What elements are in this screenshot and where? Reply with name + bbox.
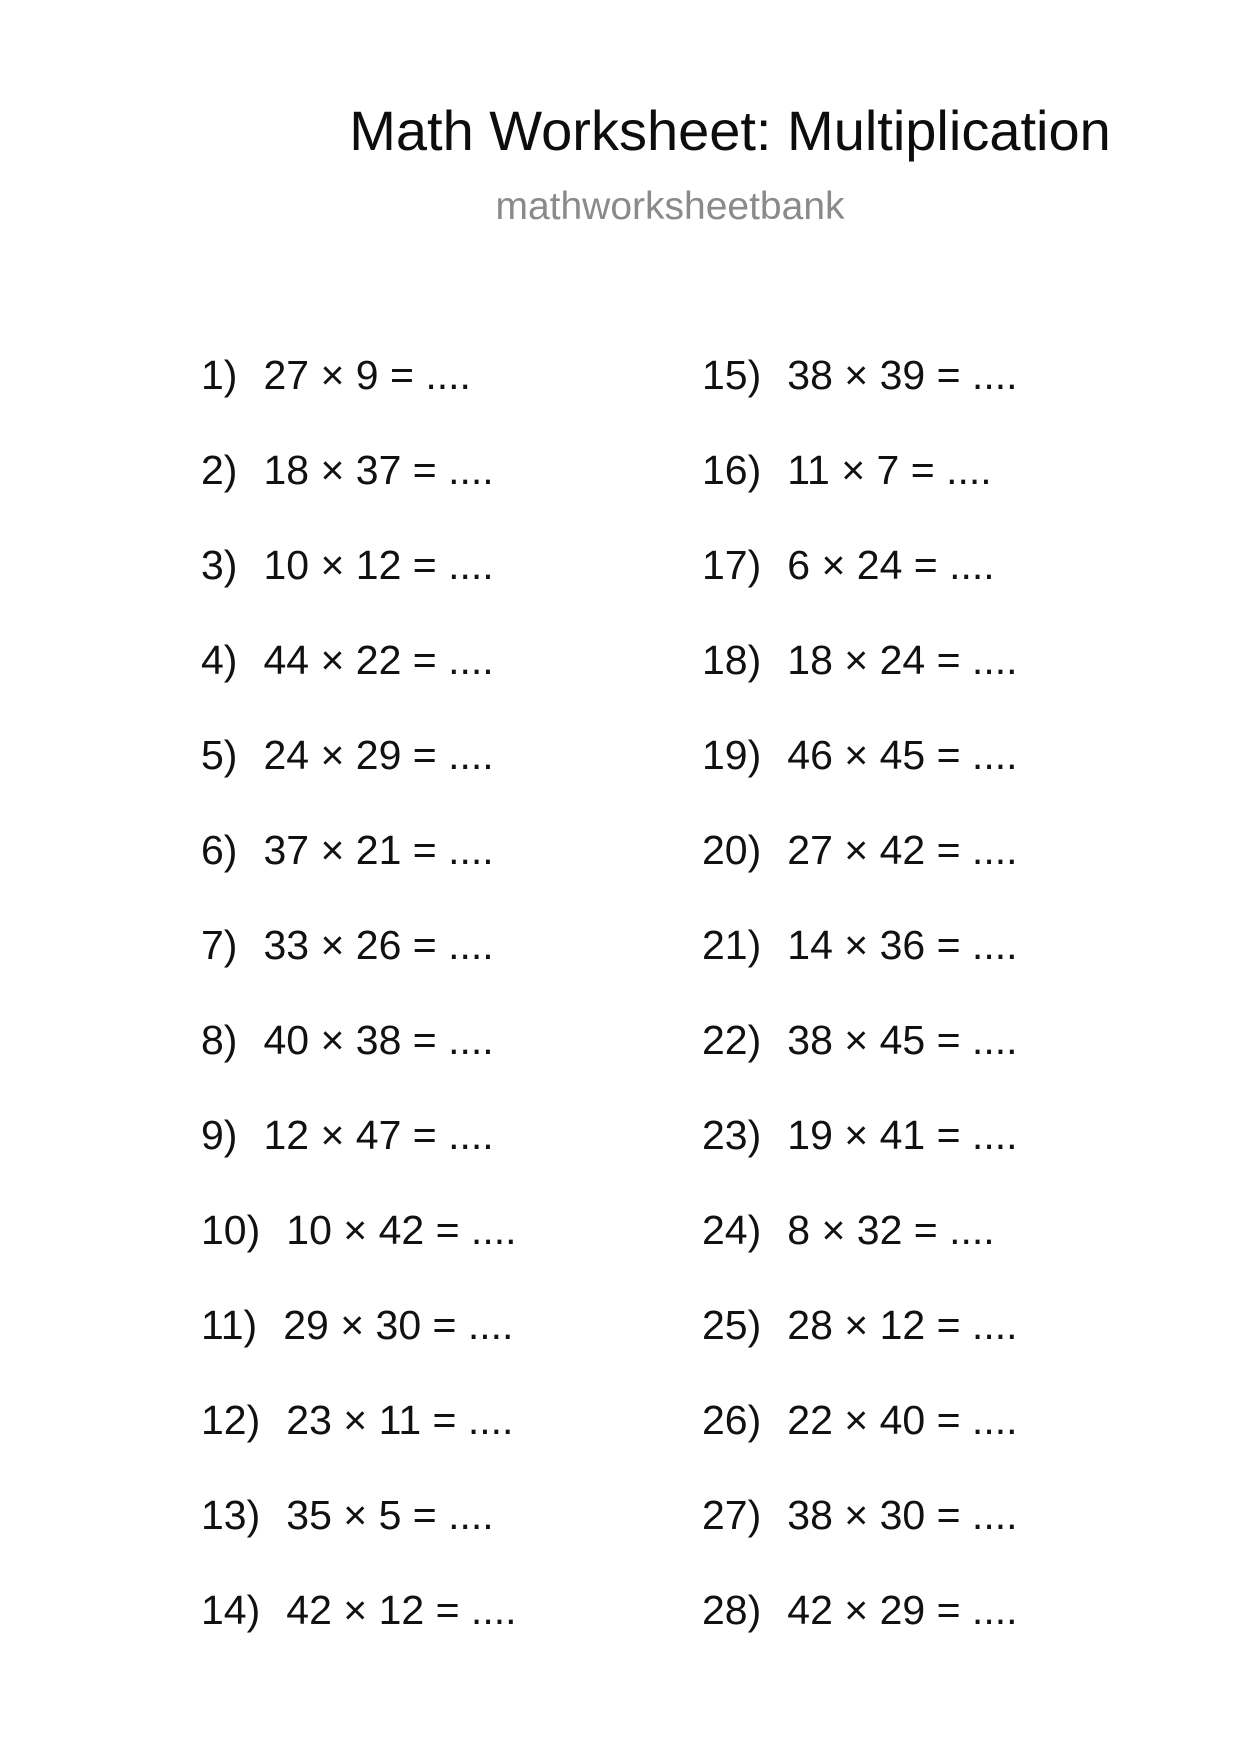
problem-expression: 10 × 12 = ....	[263, 542, 494, 588]
problem-item	[201, 1490, 681, 1585]
problem-expression: 28 × 12 = ....	[787, 1302, 1018, 1348]
problem-item	[702, 1395, 1182, 1490]
problem-item	[201, 350, 681, 445]
problem-item	[702, 920, 1182, 1015]
problem-expression: 27 × 42 = ....	[787, 827, 1018, 873]
problem-item	[201, 1110, 681, 1205]
problem-item	[702, 1110, 1182, 1205]
problem-item	[702, 825, 1182, 920]
problem-number: 6)	[201, 827, 238, 873]
problem-number: 10)	[201, 1207, 261, 1253]
problem-expression: 18 × 24 = ....	[787, 637, 1018, 683]
problem-number: 21)	[702, 922, 762, 968]
problem-number: 9)	[201, 1112, 238, 1158]
problem-item	[201, 1300, 681, 1395]
problem-item	[201, 635, 681, 730]
problem-expression: 10 × 42 = ....	[286, 1207, 517, 1253]
problem-expression: 23 × 11 = ....	[286, 1397, 514, 1443]
problem-expression: 38 × 39 = ....	[787, 352, 1018, 398]
problem-expression: 46 × 45 = ....	[787, 732, 1018, 778]
problem-item	[702, 1585, 1182, 1680]
problem-expression: 14 × 36 = ....	[787, 922, 1018, 968]
problem-number: 23)	[702, 1112, 762, 1158]
problem-number: 8)	[201, 1017, 238, 1063]
problem-item	[201, 1585, 681, 1680]
problem-number: 11)	[201, 1302, 258, 1348]
problem-number: 27)	[702, 1492, 762, 1538]
problem-expression: 11 × 7 = ....	[787, 447, 992, 493]
problem-number: 16)	[702, 447, 762, 493]
problem-number: 7)	[201, 922, 238, 968]
problem-item	[702, 635, 1182, 730]
problem-number: 3)	[201, 542, 238, 588]
problem-item	[702, 730, 1182, 825]
problem-number: 5)	[201, 732, 238, 778]
problem-expression: 40 × 38 = ....	[263, 1017, 494, 1063]
problem-column-left	[201, 350, 681, 1680]
problem-number: 26)	[702, 1397, 762, 1443]
problem-item	[702, 1205, 1182, 1300]
problem-number: 17)	[702, 542, 762, 588]
problem-column-right	[702, 350, 1182, 1680]
problem-expression: 22 × 40 = ....	[787, 1397, 1018, 1443]
problem-item	[201, 1205, 681, 1300]
problem-number: 24)	[702, 1207, 762, 1253]
problem-item	[702, 540, 1182, 635]
problem-item	[201, 1395, 681, 1490]
problem-number: 25)	[702, 1302, 762, 1348]
problem-item	[702, 445, 1182, 540]
problem-number: 1)	[201, 352, 238, 398]
problem-item	[702, 1015, 1182, 1110]
problem-item	[201, 920, 681, 1015]
problem-expression: 19 × 41 = ....	[787, 1112, 1018, 1158]
problem-expression: 8 × 32 = ....	[787, 1207, 995, 1253]
problem-number: 4)	[201, 637, 238, 683]
problem-expression: 42 × 12 = ....	[286, 1587, 517, 1633]
problem-number: 19)	[702, 732, 762, 778]
problem-expression: 42 × 29 = ....	[787, 1587, 1018, 1633]
problem-number: 18)	[702, 637, 762, 683]
problem-expression: 38 × 45 = ....	[787, 1017, 1018, 1063]
problem-expression: 18 × 37 = ....	[263, 447, 494, 493]
problem-expression: 37 × 21 = ....	[263, 827, 494, 873]
problem-item	[201, 445, 681, 540]
problem-expression: 38 × 30 = ....	[787, 1492, 1018, 1538]
problem-item	[702, 1300, 1182, 1395]
problem-item	[702, 350, 1182, 445]
problem-number: 28)	[702, 1587, 762, 1633]
problem-expression: 29 × 30 = ....	[283, 1302, 514, 1348]
problem-number: 22)	[702, 1017, 762, 1063]
problem-expression: 35 × 5 = ....	[286, 1492, 494, 1538]
problem-expression: 44 × 22 = ....	[263, 637, 494, 683]
problem-number: 13)	[201, 1492, 261, 1538]
page-subtitle: mathworksheetbank	[495, 185, 845, 228]
problem-expression: 24 × 29 = ....	[263, 732, 494, 778]
problem-item	[201, 540, 681, 635]
problem-number: 14)	[201, 1587, 261, 1633]
problem-number: 2)	[201, 447, 238, 493]
problem-expression: 12 × 47 = ....	[263, 1112, 494, 1158]
problem-item	[702, 1490, 1182, 1585]
problem-item	[201, 1015, 681, 1110]
problem-number: 15)	[702, 352, 762, 398]
problem-number: 12)	[201, 1397, 261, 1443]
problem-item	[201, 730, 681, 825]
page-title: Math Worksheet: Multiplication	[349, 99, 1111, 162]
problem-expression: 33 × 26 = ....	[263, 922, 494, 968]
problem-expression: 6 × 24 = ....	[787, 542, 995, 588]
problem-expression: 27 × 9 = ....	[263, 352, 471, 398]
problem-item	[201, 825, 681, 920]
problem-number: 20)	[702, 827, 762, 873]
